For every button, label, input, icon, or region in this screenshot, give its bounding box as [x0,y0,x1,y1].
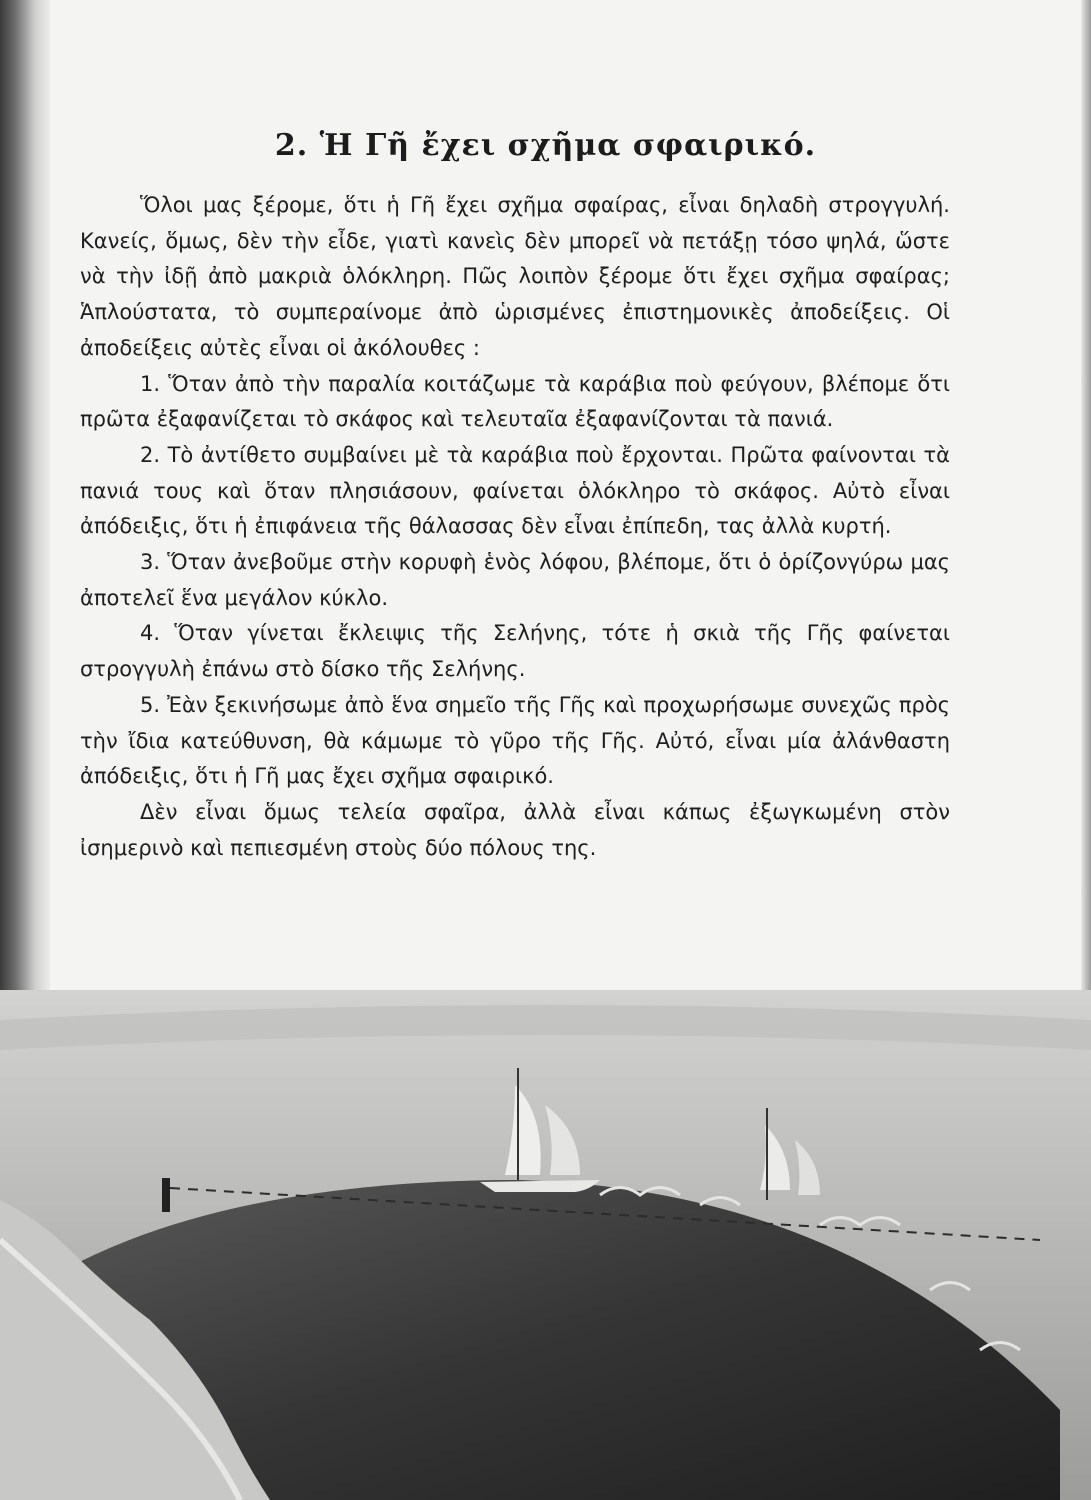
conclusion-paragraph: Δὲν εἶναι ὅμως τελεία σφαῖρα, ἀλλὰ εἶναι κάπως ἐξωγκωμένη στὸν ἰσημερινὸ καὶ πεπιεσμένη στοὺς δύο πόλους της. [80,799,950,860]
proof-4-paragraph: 4. Ὅταν γίνεται ἔκλειψις τῆς Σελήνης, τότε ἡ σκιὰ τῆς Γῆς φαίνεται στρογγυλὴ ἐπάνω στὸ δίσκο τῆς Σελήνης. [80,621,950,682]
ship-near-hull [480,1180,600,1192]
intro-paragraph: Ὅλοι μας ξέρομε, ὅτι ἡ Γῆ ἔχει σχῆμα σφαίρας, εἶναι δηλαδὴ στρογγυλή. Κανείς, ὅμως, δὲν τὴν εἶδε, γιατὶ κανεὶς δὲν μπορεῖ νὰ πετάξῃ τόσο ψηλά, ὥστε νὰ τὴν ἰδῇ ἀπὸ μακριὰ ὁλόκληρη. Πῶς λοιπὸν ξέρομε ὅτι ἔχει σχῆμα σφαίρας; Ἁπλούστατα, τὸ συμπεραίνομε ἀπὸ ὡρισμένες ἐπιστημονικὲς ἀποδείξεις. Οἱ ἀποδείξεις αὐτὲς εἶναι οἱ ἀκόλουθες : [80,193,950,360]
proof-2-paragraph: 2. Τὸ ἀντίθετο συμβαίνει μὲ τὰ καράβια ποὺ ἔρχονται. Πρῶτα φαίνονται τὰ πανιά τους καὶ ὅταν πλησιάσουν, φαίνεται ὁλόκληρο τὸ σκάφος. Αὐτὸ εἶναι ἀπόδειξις, ὅτι ἡ ἐπιφάνεια τῆς θάλασσας δὲν εἶναι ἐπίπεδη, τας ἀλλὰ κυρτή. [80,442,950,539]
section-title: 2. Ἡ Γῆ ἔχει σχῆμα σφαιρικό. [274,128,817,163]
proof-5-paragraph: 5. Ἐὰν ξεκινήσωμε ἀπὸ ἕνα σημεῖο τῆς Γῆς καὶ προχωρήσωμε συνεχῶς πρὸς τὴν ἴδια κατεύθυνση, θὰ κάμωμε τὸ γῦρο τῆς Γῆς. Αὐτό, εἶναι μία ἀλάνθαστη ἀπόδειξις, ὅτι ἡ Γῆ μας ἔχει σχῆμα σφαιρικό. [80,692,950,789]
proof-1-paragraph: 1. Ὅταν ἀπὸ τὴν παραλία κοιτάζωμε τὰ καράβια ποὺ φεύγουν, βλέπομε ὅτι πρῶτα ἐξαφανίζεται τὸ σκάφος καὶ τελευταῖα ἐξαφανίζονται τὰ πανιά. [80,371,950,432]
section-body [80,188,950,866]
ships-on-curved-earth-illustration [0,990,1091,1500]
proof-3-paragraph: 3. Ὅταν ἀνεβοῦμε στὴν κορυφὴ ἑνὸς λόφου, βλέπομε, ὅτι ὁ ὁρίζονγύρω μας ἀποτελεῖ ἕνα μεγάλον κύκλο. [80,550,950,610]
observer-figure [162,1178,170,1212]
